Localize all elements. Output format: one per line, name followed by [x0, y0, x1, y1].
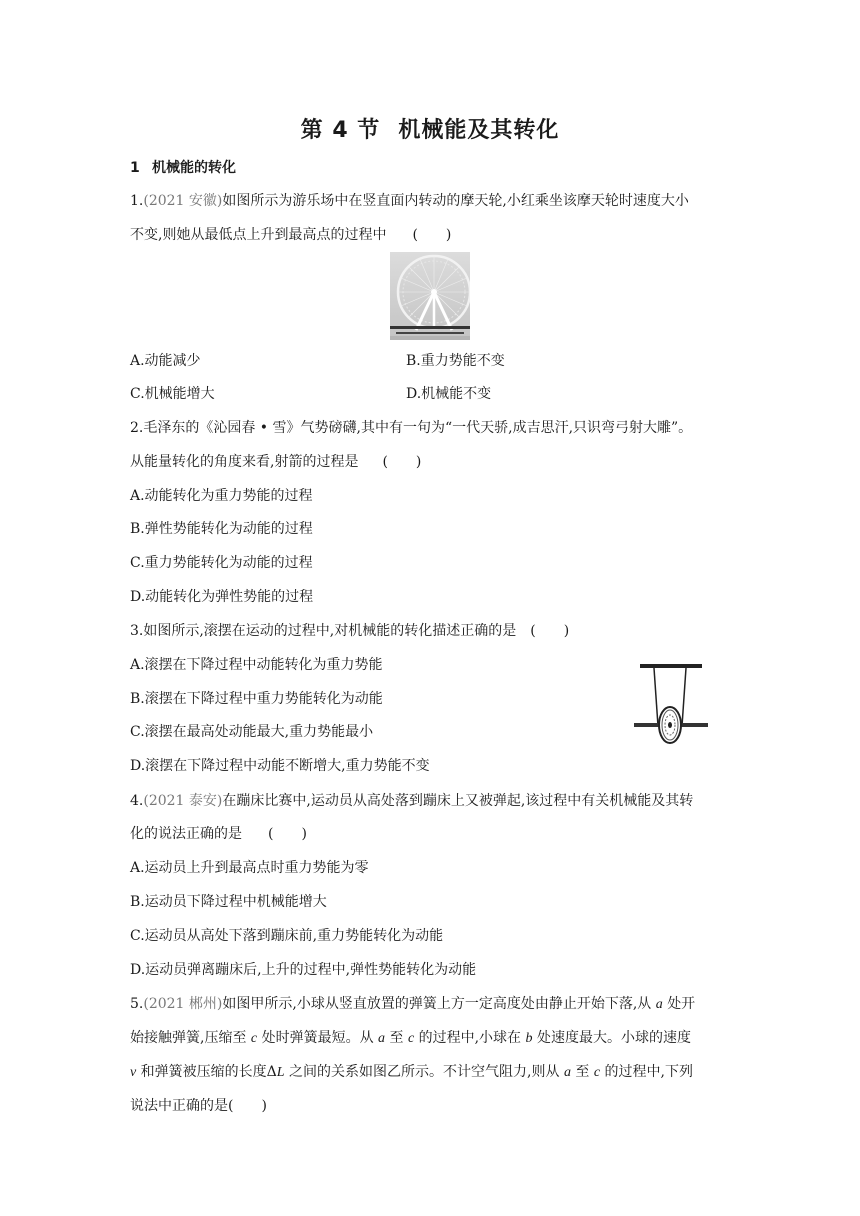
q1-source: (2021 安徽)	[143, 193, 223, 209]
section-number: 1	[130, 160, 140, 176]
answer-blank: ( )	[228, 1098, 267, 1114]
q4-option-b: B.运动员下降过程中机械能增大	[130, 894, 327, 910]
q4-line-2: 化的说法正确的是 ( )	[130, 823, 307, 843]
q1-line-1: 1.(2021 安徽)如图所示为游乐场中在竖直面内转动的摩天轮,小红乘坐该摩天轮时速度大小	[130, 193, 689, 209]
ferris-wheel-figure	[390, 252, 470, 340]
answer-blank: ( )	[382, 454, 422, 470]
section-heading	[130, 157, 236, 177]
q2-option-d: D.动能转化为弹性势能的过程	[130, 589, 314, 605]
section-title: 机械能的转化	[152, 160, 236, 176]
q5-line-3: v 和弹簧被压缩的长度ΔL 之间的关系如图乙所示。不计空气阻力,则从 a 至 c 的过程中,下列	[130, 1064, 693, 1080]
answer-blank: ( )	[412, 227, 452, 243]
q1-line-2: 不变,则她从最低点上升到最高点的过程中 ( )	[130, 224, 451, 244]
q4-option-c: C.运动员从高处下落到蹦床前,重力势能转化为动能	[130, 928, 444, 944]
q3-line-1: 3.如图所示,滚摆在运动的过程中,对机械能的转化描述正确的是 ( )	[130, 620, 569, 640]
answer-blank: ( )	[268, 826, 307, 842]
q5-line-1: 5.(2021 郴州)如图甲所示,小球从竖直放置的弹簧上方一定高度处由静止开始下落,从 a 处开	[130, 996, 696, 1012]
q3-option-d: D.滚摆在下降过程中动能不断增大,重力势能不变	[130, 758, 430, 774]
q1-option-c: C.机械能增大	[130, 386, 215, 402]
q3-option-b: B.滚摆在下降过程中重力势能转化为动能	[130, 691, 383, 707]
page-title	[0, 113, 860, 144]
q4-option-a: A.运动员上升到最高点时重力势能为零	[130, 860, 369, 876]
q5-line-4: 说法中正确的是( )	[130, 1095, 267, 1115]
q2-line-1: 2.毛泽东的《沁园春 • 雪》气势磅礴,其中有一句为“一代天骄,成吉思汗,只识弯弓射大雕”。	[130, 420, 693, 436]
q5-line-2: 始接触弹簧,压缩至 c 处时弹簧最短。从 a 至 c 的过程中,小球在 b 处速度最大。小球的速度	[130, 1030, 691, 1046]
q2-option-a: A.动能转化为重力势能的过程	[130, 488, 313, 504]
answer-blank: ( )	[530, 623, 570, 639]
q5-source: (2021 郴州)	[143, 996, 223, 1012]
title-text: 机械能及其转化	[398, 118, 560, 143]
q3-option-a: A.滚摆在下降过程中动能转化为重力势能	[130, 657, 383, 673]
q2-option-c: C.重力势能转化为动能的过程	[130, 555, 313, 571]
title-section-number: 第 4 节	[300, 118, 381, 143]
q2-line-2: 从能量转化的角度来看,射箭的过程是 ( )	[130, 451, 421, 471]
q4-option-d: D.运动员弹离蹦床后,上升的过程中,弹性势能转化为动能	[130, 962, 477, 978]
q2-option-b: B.弹性势能转化为动能的过程	[130, 521, 313, 537]
q3-option-c: C.滚摆在最高处动能最大,重力势能最小	[130, 724, 374, 740]
q1-option-d: D.机械能不变	[406, 386, 492, 402]
q4-source: (2021 泰安)	[143, 793, 223, 809]
q4-line-1: 4.(2021 泰安)在蹦床比赛中,运动员从高处落到蹦床上又被弹起,该过程中有关机械能及其转	[130, 793, 694, 809]
q1-option-a: A.动能减少	[130, 353, 201, 369]
q1-option-b: B.重力势能不变	[406, 353, 505, 369]
maxwell-wheel-figure	[632, 660, 712, 746]
